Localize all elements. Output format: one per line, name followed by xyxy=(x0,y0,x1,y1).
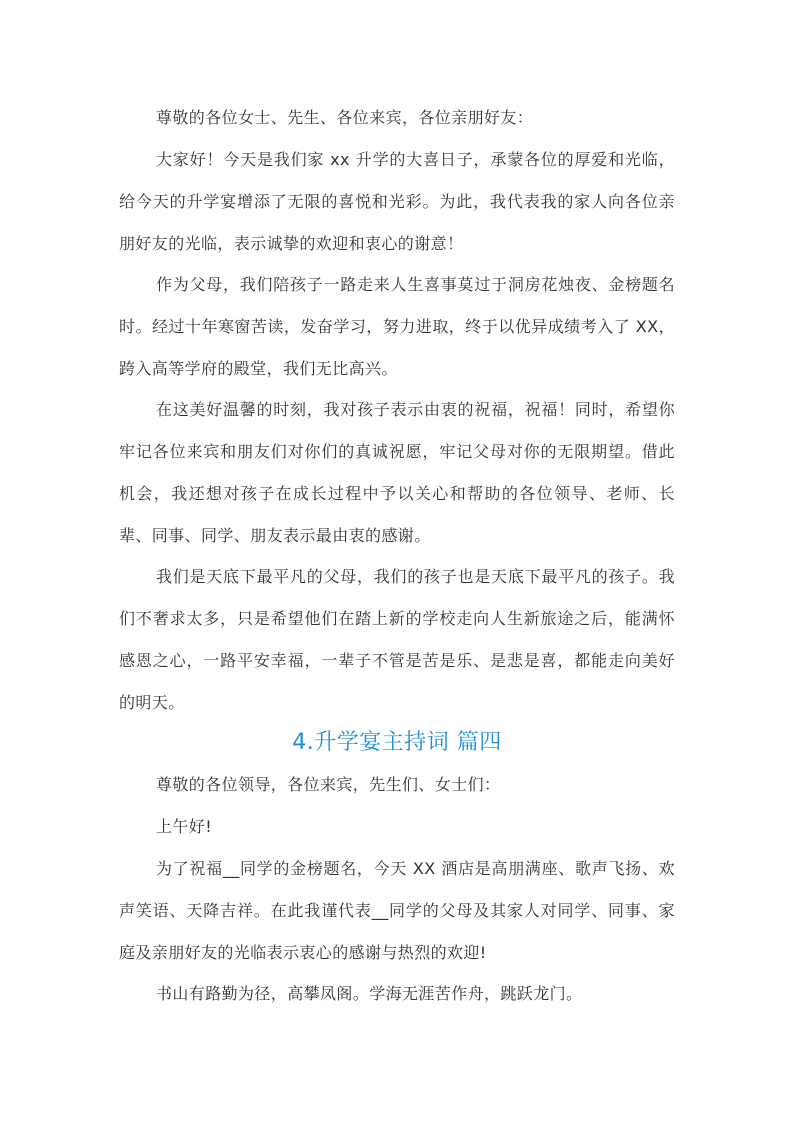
paragraph-welcome: 大家好！今天是我们家 xx 升学的大喜日子，承蒙各位的厚爱和光临，给今天的升学宴增添了无限的喜悦和光彩。为此，我代表我的家人向各位亲朋好友的光临，表示诚挚的欢迎和衷心的谢意！ xyxy=(119,150,675,253)
paragraph-greeting-2: 尊敬的各位领导，各位来宾，先生们、女士们： xyxy=(156,775,501,794)
paragraph-hopes: 我们是天底下最平凡的父母，我们的孩子也是天底下最平凡的孩子。我们不奢求太多，只是希望他们在踏上新的学校走向人生新旅途之后，能满怀感恩之心，一路平安幸福，一辈子不管是苦是乐、是悲是喜，都能走向美好的明天。 xyxy=(119,567,675,712)
paragraph-greeting: 尊敬的各位女士、先生、各位来宾，各位亲朋好友： xyxy=(156,108,534,127)
paragraph-good-morning: 上午好! xyxy=(156,817,213,836)
paragraph-proverb: 书山有路勤为径，高攀凤阁。学海无涯苦作舟，跳跃龙门。 xyxy=(156,984,583,1003)
paragraph-parents: 作为父母，我们陪孩子一路走来人生喜事莫过于洞房花烛夜、金榜题名时。经过十年寒窗苦读，发奋学习，努力进取，终于以优异成绩考入了 XX，跨入高等学府的殿堂，我们无比高兴。 xyxy=(119,275,675,378)
paragraph-congratulations: 为了祝福__同学的金榜题名，今天 XX 酒店是高朋满座、歌声飞扬、欢声笑语、天降吉祥。在此我谨代表__同学的父母及其家人对同学、同事、家庭及亲朋好友的光临表示衷心的感谢与热烈的欢迎! xyxy=(119,859,675,962)
section-heading: 4.升学宴主持词 篇四 xyxy=(292,730,502,755)
paragraph-blessing: 在这美好温馨的时刻，我对孩子表示由衷的祝福，祝福！同时，希望你牢记各位来宾和朋友们对你们的真诚祝愿，牢记父母对你的无限期望。借此机会，我还想对孩子在成长过程中予以关心和帮助的各位领导、老师、长辈、同事、同学、朋友表示最由衷的感谢。 xyxy=(119,400,675,545)
